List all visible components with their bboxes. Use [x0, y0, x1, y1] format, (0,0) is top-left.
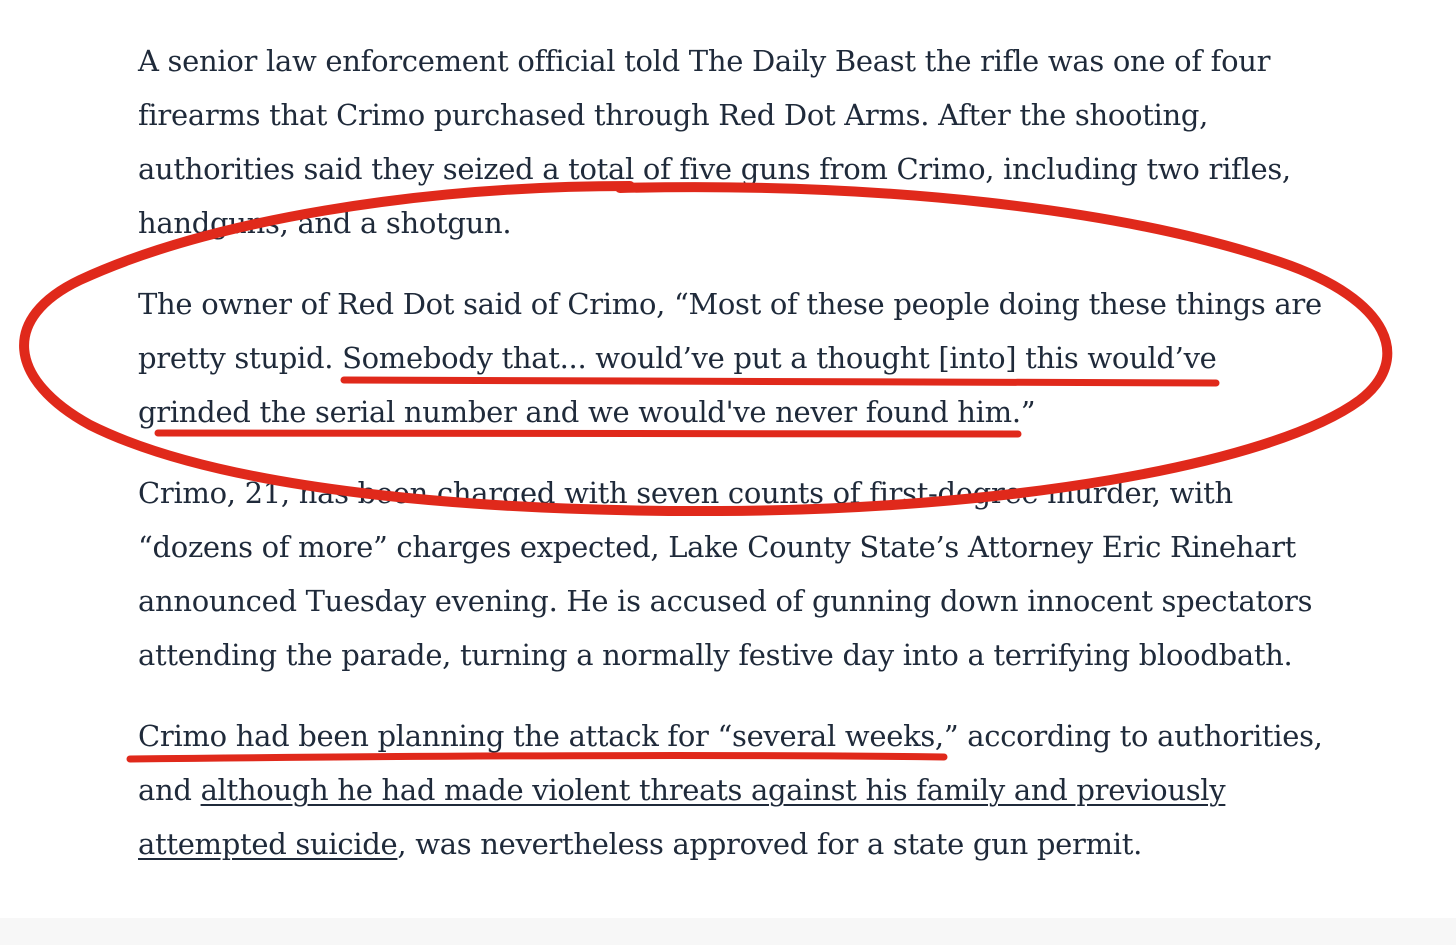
text-segment: , was nevertheless approved for a state gun permit.: [397, 827, 1142, 861]
text-line: [138, 331, 1322, 385]
text-line: [138, 763, 1323, 817]
text-line: firearms that Crimo purchased through Red Dot Arms. After the shooting,: [138, 98, 1209, 132]
text-segment: according to authorities,: [958, 719, 1323, 753]
text-line: The owner of Red Dot said of Crimo, “Most of these people doing these things are: [138, 287, 1322, 321]
suicide-article-link[interactable]: attempted suicide: [138, 827, 398, 861]
paragraph-charges: [138, 466, 1312, 682]
highlighted-planning-phrase: Crimo had been planning the attack for “several weeks,”: [138, 719, 959, 753]
page-bottom-band: [0, 918, 1456, 945]
text-segment: .”: [1011, 395, 1036, 429]
text-line: handguns, and a shotgun.: [138, 206, 512, 240]
highlighted-quote-part-2: grinded the serial number and we would've never found him: [138, 395, 1012, 429]
text-line: announced Tuesday evening. He is accused of gunning down innocent spectators: [138, 584, 1313, 618]
text-line: Crimo, 21, has been charged with seven counts of first-degree murder, with: [138, 476, 1233, 510]
text-line: [138, 817, 1323, 871]
text-segment: pretty stupid.: [138, 341, 343, 375]
highlighted-quote-part-1: Somebody that... would’ve put a thought [into] this would’ve: [342, 341, 1217, 375]
text-line: attending the parade, turning a normally festive day into a terrifying bloodbath.: [138, 638, 1293, 672]
text-line: [138, 709, 1323, 763]
paragraph-red-dot-owner-quote: [138, 277, 1322, 439]
text-line: [138, 385, 1322, 439]
text-line: “dozens of more” charges expected, Lake County State’s Attorney Eric Rinehart: [138, 530, 1297, 564]
paragraph-planning: [138, 709, 1323, 871]
threats-article-link[interactable]: although he had made violent threats against his family and previously: [200, 773, 1226, 807]
text-line: authorities said they seized a total of five guns from Crimo, including two rifles,: [138, 152, 1291, 186]
text-segment: and: [138, 773, 201, 807]
paragraph-rifle-purchase: [138, 34, 1291, 250]
text-line: A senior law enforcement official told The Daily Beast the rifle was one of four: [138, 44, 1271, 78]
